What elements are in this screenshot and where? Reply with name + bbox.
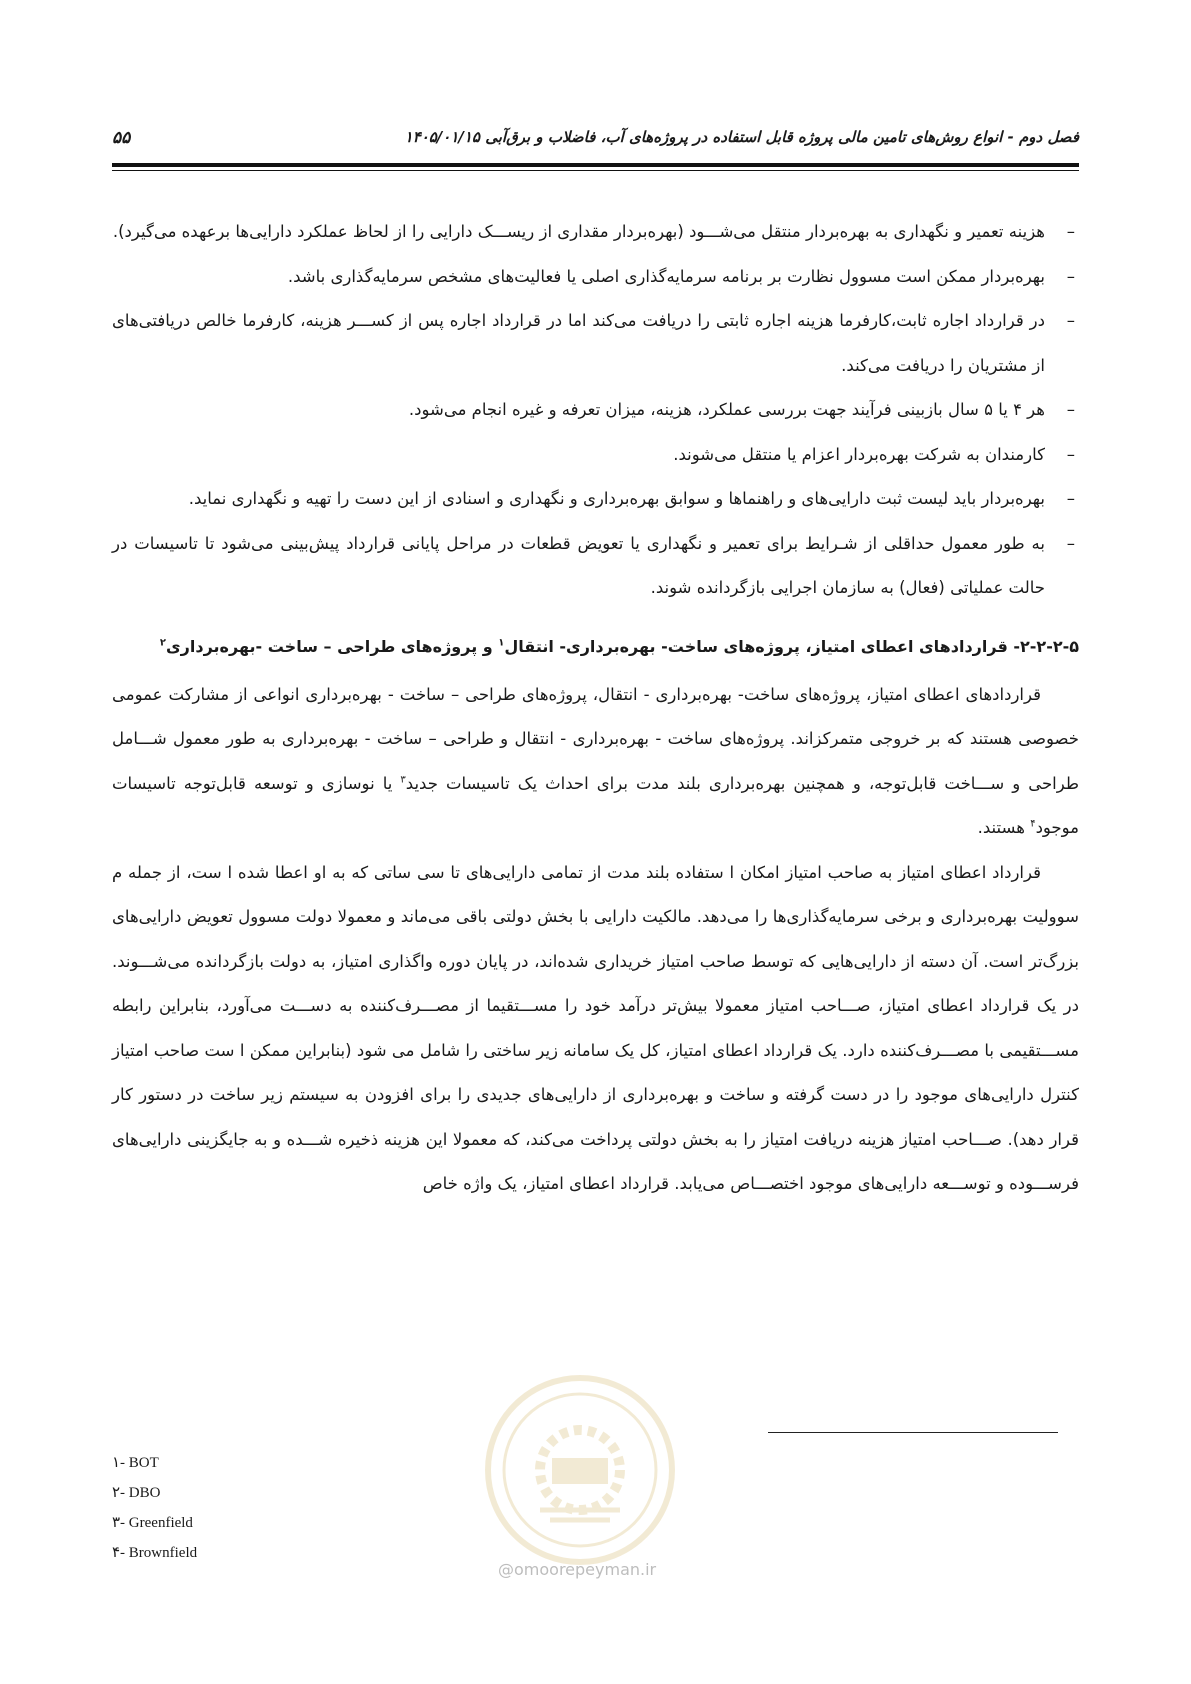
footnote: ۲- DBO	[112, 1485, 161, 1501]
page-number: ۵۵	[112, 128, 131, 148]
list-item: – به طور معمول حداقلی از شـرایط برای تعمیر و نگهداری یا تعویض قطعات در مراحل پایانی قرارداد پیش‌بینی می‌شود تا تاسیسات در حالت عملیاتی (فعال) به سازمان اجرایی بازگردانده شوند.	[112, 522, 1079, 611]
list-item: – هر ۴ یا ۵ سال بازبینی فرآیند جهت بررسی عملکرد، هزینه، میزان تعرفه و غیره انجام می‌شود.	[112, 388, 1079, 433]
dash-icon: –	[1066, 533, 1075, 553]
watermark-text: @omoorepeyman.ir	[498, 1560, 657, 1579]
footnote-ref: ۱	[498, 637, 505, 649]
list-item: – در قرارداد اجاره ثابت،کارفرما هزینه اجاره ثابتی را دریافت می‌کند اما در قرارداد اجاره پس از کســـر هزینه، کارفرما خالص دریافتی‌های از مشتریان را دریافت می‌کند.	[112, 299, 1079, 388]
footnote: ۴- Brownfield	[112, 1545, 198, 1561]
dash-icon: –	[1066, 266, 1075, 286]
header-rule-thin	[112, 170, 1079, 171]
footnote-ref: ۲	[159, 637, 167, 649]
footnote-ref: ۳	[400, 774, 406, 785]
paragraph: قراردادهای اعطای امتیاز، پروژه‌های ساخت- بهره‌برداری - انتقال، پروژه‌های طراحی – ساخت - بهره‌برداری انواعی از مشارکت عمومی خصوصی هستند که بر خروجی متمرکزاند. پروژه‌های ساخت - بهره‌برداری - انتقال و طراحی – ساخت - بهره‌برداری به طور معمول شـــامل طراحی و ســـاخت قابل‌توجه، و همچنین بهره‌برداری بلند مدت برای احداث یک تاسیسات جدید$^۳$ یا نوسازی و توسعه قابل‌توجه تاسیسات موجود$^۴$ هستند.	[112, 684, 1080, 837]
footnote-ref: ۴	[1030, 818, 1036, 830]
dash-icon: –	[1066, 489, 1075, 508]
footnotes	[112, 1448, 197, 1568]
list-item: – بهره‌بردار باید لیست ثبت دارایی‌های و راهنماها و سوابق بهره‌برداری و نگهداری و اسنادی از این دست را تهیه و نگهداری نماید.	[112, 477, 1079, 522]
running-header	[112, 128, 1079, 160]
list-item: – بهره‌بردار ممکن است مسوول نظارت بر برنامه سرمایه‌گذاری اصلی یا فعالیت‌های مشخص سرمایه‌گذاری باشد.	[112, 255, 1079, 300]
dash-icon: –	[1066, 444, 1075, 464]
bullet-list	[112, 210, 1079, 611]
chapter-title: فصل دوم - انواع روش‌های تامین مالی پروژه قابل استفاده در پروژه‌های آب، فاضلاب و برق‌آبی ۱۴۰۵/۰۱/۱۵	[404, 128, 1079, 146]
list-item: – کارمندان به شرکت بهره‌بردار اعزام یا منتقل می‌شوند.	[112, 433, 1079, 478]
dash-icon: –	[1066, 400, 1075, 419]
footnote: ۱- BOT	[112, 1455, 159, 1471]
paragraph: قرارداد اعطای امتیاز به صاحب امتیاز امکان ا ستفاده بلند مدت از تمامی دارایی‌های تا سی ساتی که به او اعطا شده ا ست، از جمله م سوولیت بهره‌برداری و برخی سرمایه‌گذاری‌ها را می‌دهد. مالکیت دارایی با بخش دولتی باقی می‌ماند و معمولا دولت مسوول تعویض دارایی‌های بزرگ‌تر است. آن دسته از دارایی‌هایی که توسط صاحب امتیاز خریداری شده‌اند، در پایان دوره واگذاری امتیاز، به دولت بازگردانده می‌شـــوند. در یک قرارداد اعطای امتیاز، صـــاحب امتیاز معمولا بیش‌تر درآمد خود را مســـتقیما از مصـــرف‌کننده به دســـت می‌آورد، بنابراین رابطه مســـتقیمی با مصـــرف‌کننده دارد. یک قرارداد اعطای امتیاز، کل یک سامانه زیر ساختی را شامل می شود (بنابراین ممکن ا ست صاحب امتیاز کنترل دارایی‌های موجود را در دست گرفته و ساخت و بهره‌برداری از دارایی‌های جدیدی را برای افزودن به سیستم زیر ساخت در دستور کار قرار دهد). صـــاحب امتیاز هزینه دریافت امتیاز را به بخش دولتی پرداخت می‌کند، که معمولا این هزینه ذخیره شـــده و به جایگزینی دارایی‌های فرســـوده و توســـعه دارایی‌های موجود اختصـــاص می‌یابد. قرارداد اعطای امتیاز، یک واژه خاص	[112, 862, 1079, 1193]
body-content	[112, 210, 1079, 1207]
dash-icon: –	[1066, 222, 1075, 241]
footnote: ۳- Greenfield	[112, 1515, 193, 1531]
header-rule-thick	[112, 163, 1079, 167]
watermark-seal-icon	[480, 1370, 680, 1570]
section-heading: ۲-۲-۲-۵- قراردادهای اعطای امتیاز، پروژه‌های ساخت- بهره‌برداری- انتقال$^۱$ و پروژه‌های طراحی – ساخت -بهره‌برداری$^۲$	[159, 636, 1079, 656]
dash-icon: –	[1066, 311, 1075, 330]
list-item: – هزینه تعمیر و نگهداری به بهره‌بردار منتقل می‌شـــود (بهره‌بردار مقداری از ریســـک دارایی را از لحاظ عملکرد دارایی‌ها برعهده می‌گیرد).	[112, 210, 1079, 255]
footnote-separator	[768, 1432, 1058, 1433]
